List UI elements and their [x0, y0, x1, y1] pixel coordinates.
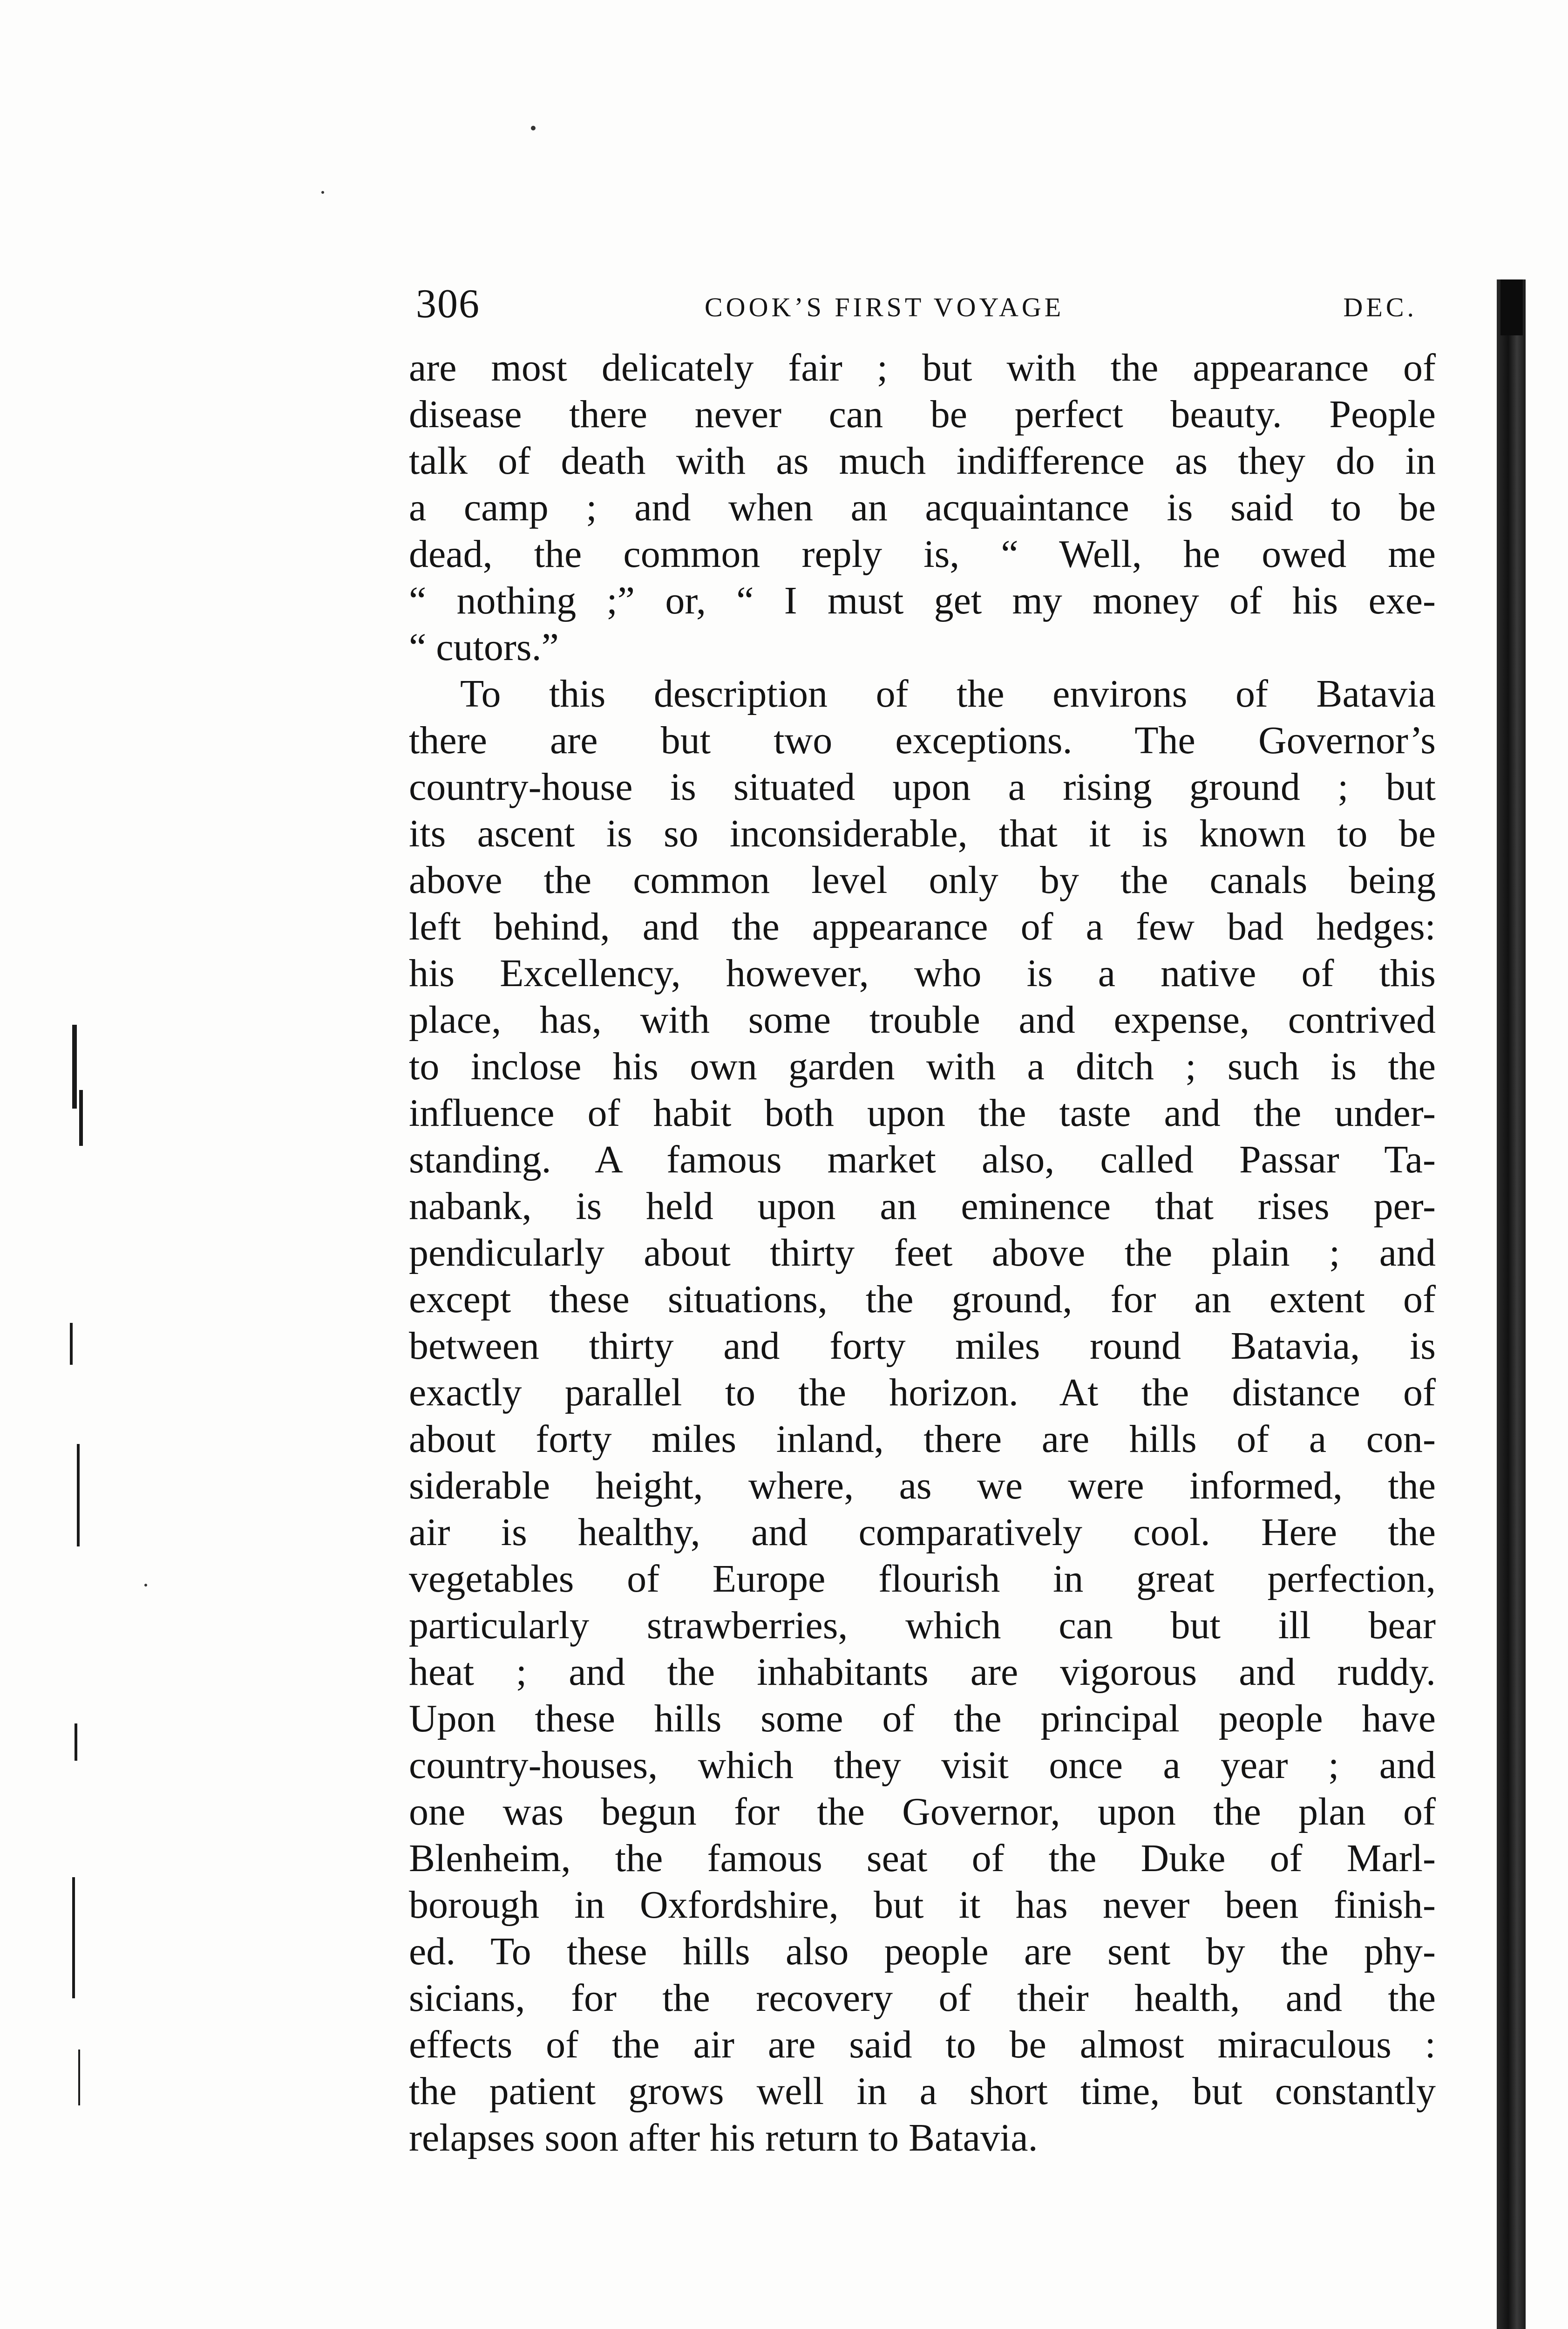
text-line: ed. To these hills also people are sent by the phy-: [409, 1930, 1436, 1973]
text-line: air is healthy, and comparatively cool. Here the: [409, 1511, 1436, 1554]
scanned-page-edge: [1497, 279, 1526, 2329]
text-line: country-houses, which they visit once a year ; and: [409, 1743, 1436, 1787]
text-line: country-house is situated upon a rising ground ; but: [409, 765, 1436, 809]
text-line: Upon these hills some of the principal people have: [409, 1697, 1436, 1740]
running-month: DEC.: [1343, 292, 1417, 322]
text-line: “ cutors.”: [409, 626, 559, 669]
text-line: exactly parallel to the horizon. At the distance of: [409, 1371, 1436, 1414]
text-line: effects of the air are said to be almost miraculous :: [409, 2023, 1436, 2066]
stray-ink-dot: [144, 1584, 147, 1587]
text-line: relapses soon after his return to Batavia.: [409, 2116, 1038, 2159]
text-line: disease there never can be perfect beauty. People: [409, 393, 1436, 436]
text-line: borough in Oxfordshire, but it has never been finish-: [409, 1883, 1436, 1927]
stray-ink-dot: [321, 191, 324, 194]
text-line: siderable height, where, as we were informed, the: [409, 1464, 1436, 1507]
page-number: 306: [416, 281, 480, 327]
text-line: left behind, and the appearance of a few bad hedges:: [409, 905, 1436, 948]
gutter-mark: [79, 1090, 83, 1146]
scanned-page-edge-top: [1500, 279, 1523, 335]
gutter-mark: [70, 1323, 73, 1365]
text-line: are most delicately fair ; but with the appearance of: [409, 346, 1436, 389]
text-line: vegetables of Europe flourish in great perfection,: [409, 1557, 1436, 1600]
text-line: between thirty and forty miles round Batavia, is: [409, 1324, 1436, 1368]
gutter-mark: [78, 2050, 80, 2105]
gutter-mark: [72, 1877, 75, 1998]
text-line: its ascent is so inconsiderable, that it is known to be: [409, 812, 1436, 855]
text-line: “ nothing ;” or, “ I must get my money of his exe-: [409, 579, 1436, 622]
text-line: to inclose his own garden with a ditch ; such is the: [409, 1045, 1436, 1088]
text-line: one was begun for the Governor, upon the plan of: [409, 1790, 1436, 1833]
text-line: standing. A famous market also, called Passar Ta-: [409, 1138, 1436, 1181]
gutter-mark: [75, 1723, 77, 1761]
text-line: sicians, for the recovery of their health, and the: [409, 1976, 1436, 2020]
running-title: COOK’S FIRST VOYAGE: [705, 292, 1065, 322]
text-line: talk of death with as much indifference as they do in: [409, 439, 1436, 483]
text-line: place, has, with some trouble and expense, contrived: [409, 998, 1436, 1042]
gutter-mark: [77, 1444, 80, 1546]
text-line: a camp ; and when an acquaintance is said to be: [409, 486, 1436, 529]
text-line: influence of habit both upon the taste and the under-: [409, 1091, 1436, 1135]
text-line: particularly strawberries, which can but ill bear: [409, 1604, 1436, 1647]
text-line: except these situations, the ground, for an extent of: [409, 1278, 1436, 1321]
text-line: To this description of the environs of Batavia: [460, 672, 1436, 715]
stray-ink-dot: [531, 126, 536, 130]
text-line: nabank, is held upon an eminence that rises per-: [409, 1185, 1436, 1228]
running-head: [416, 279, 1417, 330]
text-line: heat ; and the inhabitants are vigorous and ruddy.: [409, 1650, 1436, 1694]
gutter-mark: [72, 1025, 77, 1109]
text-line: above the common level only by the canals being: [409, 858, 1436, 902]
text-line: pendicularly about thirty feet above the plain ; and: [409, 1231, 1436, 1274]
text-line: dead, the common reply is, “ Well, he owed me: [409, 532, 1436, 576]
text-line: the patient grows well in a short time, but constantly: [409, 2070, 1436, 2113]
text-line: his Excellency, however, who is a native of this: [409, 952, 1436, 995]
text-line: about forty miles inland, there are hills of a con-: [409, 1417, 1436, 1461]
body-text: [409, 345, 1436, 2161]
text-line: Blenheim, the famous seat of the Duke of Marl-: [409, 1837, 1436, 1880]
left-gutter-speckles: [51, 93, 98, 2329]
text-line: there are but two exceptions. The Governor’s: [409, 719, 1436, 762]
